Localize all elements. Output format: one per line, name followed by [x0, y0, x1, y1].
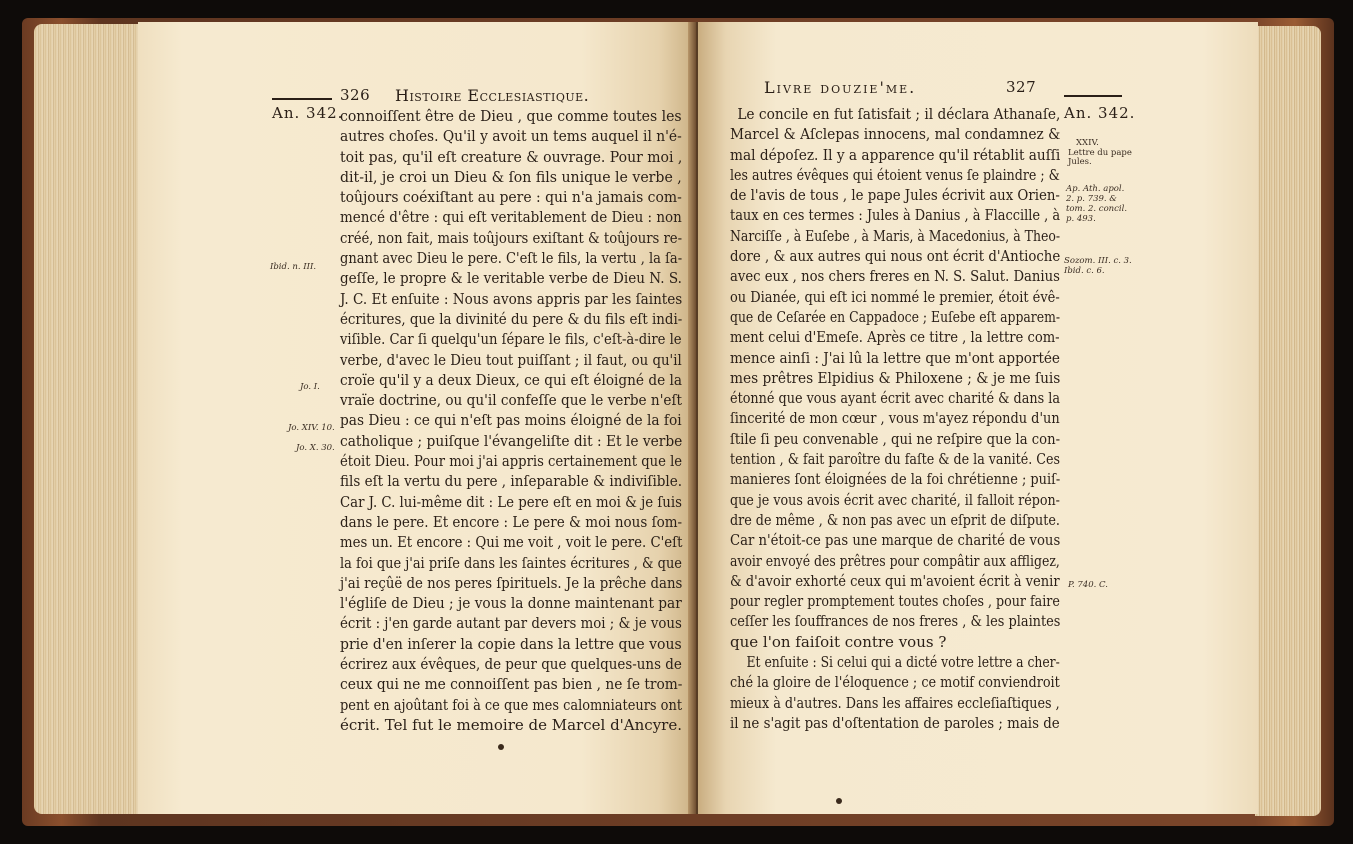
text-line: ou Dianée, qui eſt ici nommé le premier, étoit évê-: [730, 287, 1060, 306]
text-line: mes prêtres Elpidius & Philoxene ; & je me ſuis: [730, 368, 1061, 387]
left-page-number: 326: [340, 86, 371, 104]
text-line: fils eſt la vertu du pere , inſeparable & indiviſible.: [340, 472, 683, 491]
text-line: pent en ajoûtant foi à ce que mes calomniateurs ont: [340, 695, 683, 714]
right-running-head: Livre douzie'me.: [764, 78, 917, 97]
text-line: écritures, que la divinité du pere & du fils eſt indi-: [340, 309, 683, 328]
right-margin-note: p. 493.: [1066, 214, 1096, 224]
text-line: mence ainſi : J'ai lû la lettre que m'ont apportée: [730, 348, 1060, 367]
left-margin-note: Jo. X. 30.: [296, 443, 335, 453]
text-line: ceux qui ne me connoiſſent pas bien , ne ſe trom-: [340, 675, 683, 694]
text-line: mes un. Et encore : Qui me voit , voit le pere. C'eſt: [340, 533, 683, 552]
text-line: il ne s'agit pas d'oſtentation de paroles ; mais de: [730, 713, 1060, 732]
text-line: croïe qu'il y a deux Dieux, ce qui eſt éloigné de la: [340, 370, 682, 389]
right-margin-note: Sozom. III. c. 3.: [1064, 256, 1132, 266]
text-line: que je vous avois écrit avec charité, il falloit répon-: [730, 490, 1060, 509]
text-line: mieux à d'autres. Dans les affaires eccleſiaſtiques ,: [730, 693, 1060, 712]
text-line: avoir envoyé des prêtres pour compâtir aux affligez,: [730, 551, 1060, 570]
text-line: dore , & aux autres qui nous ont écrit d'Antioche: [730, 247, 1061, 266]
text-line: geſſe, le propre & le veritable verbe de Dieu N. S.: [340, 269, 682, 288]
text-line: ſincerité de mon cœur , vous m'ayez répondu d'un: [730, 409, 1060, 428]
text-line: écrit : j'en garde autant par devers moi ; & je vous: [340, 614, 682, 633]
left-ornament-dot: [498, 744, 504, 750]
text-line: Marcel & Aſclepas innocens, mal condamnez &: [730, 125, 1061, 144]
right-page-number: 327: [1006, 78, 1037, 96]
text-line: que de Ceſarée en Cappadoce ; Euſebe eſt apparem-: [730, 307, 1061, 326]
right-margin-note: Ap. Ath. apol.: [1066, 184, 1125, 194]
right-body-text: [730, 104, 1060, 733]
text-line: ché la gloire de l'éloquence ; ce motif conviendroit: [730, 673, 1060, 692]
right-margin-rule: [1064, 95, 1122, 97]
right-margin-note: tom. 2. concil.: [1066, 204, 1128, 214]
left-margin-note: Jo. I.: [300, 382, 320, 392]
left-margin-note: Jo. XIV. 10.: [288, 423, 335, 433]
text-line: créé, non fait, mais toûjours exiſtant & toûjours re-: [340, 228, 683, 247]
text-line: écrit. Tel fut le memoire de Marcel d'Ancyre.: [340, 715, 682, 734]
text-line: ment celui d'Emeſe. Après ce titre , la lettre com-: [730, 328, 1060, 347]
text-line: étoit Dieu. Pour moi j'ai appris certainement que le: [340, 452, 683, 471]
right-margin-note: P. 740. C.: [1068, 580, 1108, 590]
left-body-text: [340, 106, 682, 735]
text-line: les autres évêques qui étoient venus ſe plaindre ; &: [730, 165, 1060, 184]
text-line: de l'avis de tous , le pape Jules écrivit aux Orien-: [730, 186, 1060, 205]
right-margin-year: An. 342.: [1064, 104, 1136, 122]
text-line: avec eux , nos chers freres en N. S. Salut. Danius: [730, 267, 1060, 286]
left-margin-year: An. 342.: [272, 104, 344, 122]
left-margin-rule: [272, 98, 332, 100]
text-line: écrirez aux évêques, de peur que quelques-uns de: [340, 655, 682, 674]
right-ornament-dot: [836, 798, 842, 804]
text-line: taux en ces termes : Jules à Danius , à Flaccille , à: [730, 206, 1061, 225]
text-line: toit pas, qu'il eſt creature & ouvrage. Pour moi ,: [340, 147, 683, 166]
right-margin-note: 2. p. 739. &: [1066, 194, 1117, 204]
text-line: prie d'en inſerer la copie dans la lettre que vous: [340, 634, 682, 653]
text-line: dans le pere. Et encore : Le pere & moi nous ſom-: [340, 512, 683, 531]
text-line: la foi que j'ai priſe dans les ſaintes écritures , & que: [340, 553, 682, 572]
text-line: mencé d'être : qui eſt veritablement de Dieu : non: [340, 208, 682, 227]
text-line: l'égliſe de Dieu ; je vous la donne maintenant par: [340, 594, 682, 613]
text-line: viſible. Car ſi quelqu'un ſépare le fils, c'eſt-à-dire le: [340, 330, 682, 349]
text-line: gnant avec Dieu le pere. C'eſt le fils, la vertu , la ſa-: [340, 249, 683, 268]
right-section-title: Lettre du pape: [1068, 148, 1132, 158]
text-line: dit-il, je croi un Dieu & ſon fils unique le verbe ,: [340, 167, 682, 186]
text-line: manieres ſont éloignées de la foi chrétienne ; puiſ-: [730, 470, 1061, 489]
text-line: connoiſſent être de Dieu , que comme toutes les: [340, 107, 682, 125]
text-line: mal dépoſez. Il y a apparence qu'il rétablit auſſi: [730, 145, 1061, 164]
text-line: étonné que vous ayant écrit avec charité & dans la: [730, 389, 1060, 408]
left-running-head: Histoire Ecclesiastique.: [395, 86, 590, 105]
text-line: toûjours coéxiſtant au pere : qui n'a jamais com-: [340, 188, 682, 207]
text-line: autres choſes. Qu'il y avoit un tems auquel il n'é-: [340, 127, 682, 146]
text-line: pas Dieu : ce qui n'eſt pas moins éloigné de la foi: [340, 411, 682, 430]
left-margin-note: Ibid. n. III.: [270, 262, 317, 272]
text-line: & d'avoir exhorté ceux qui m'avoient écrit à venir: [730, 571, 1060, 590]
page-edges-left: [34, 24, 140, 814]
right-margin-note: Ibid. c. 6.: [1064, 266, 1105, 276]
text-line: Et enſuite : Si celui qui a dicté votre lettre a cher-: [746, 653, 1060, 672]
text-line: que l'on faiſoit contre vous ?: [730, 632, 947, 651]
text-line: Le concile en fut ſatisfait ; il déclara Athanaſe,: [737, 105, 1061, 123]
text-line: Car n'étoit-ce pas une marque de charité de vous: [730, 531, 1061, 550]
text-line: ſtile ſi peu convenable , qui ne reſpire que la con-: [730, 429, 1061, 448]
text-line: J. C. Et enſuite : Nous avons appris par les ſaintes: [340, 289, 683, 308]
text-line: Narciſſe , à Euſebe , à Maris, à Macedonius, à Theo-: [730, 226, 1061, 245]
text-line: dre de même , & non pas avec un eſprit de diſpute.: [730, 510, 1060, 529]
text-line: vraïe doctrine, ou qu'il confeſſe que le verbe n'eſt: [340, 391, 683, 410]
text-line: pour regler promptement toutes choſes , pour faire: [730, 592, 1060, 611]
text-line: tention , & fait paroître du faſte & de la vanité. Ces: [730, 450, 1060, 469]
text-line: verbe, d'avec le Dieu tout puiſſant ; il faut, ou qu'il: [340, 350, 682, 369]
right-section-number: XXIV.: [1076, 138, 1099, 148]
right-section-title: Jules.: [1068, 157, 1092, 167]
text-line: catholique ; puiſque l'évangeliſte dit : Et le verbe: [340, 431, 683, 450]
page-edges-right: [1255, 26, 1321, 816]
text-line: j'ai reçûë de nos peres ſpirituels. Je la prêche dans: [340, 573, 683, 592]
text-line: ceſſer les ſouffrances de nos freres , & les plaintes: [730, 612, 1061, 631]
text-line: Car J. C. lui-même dit : Le pere eſt en moi & je ſuis: [340, 492, 682, 511]
